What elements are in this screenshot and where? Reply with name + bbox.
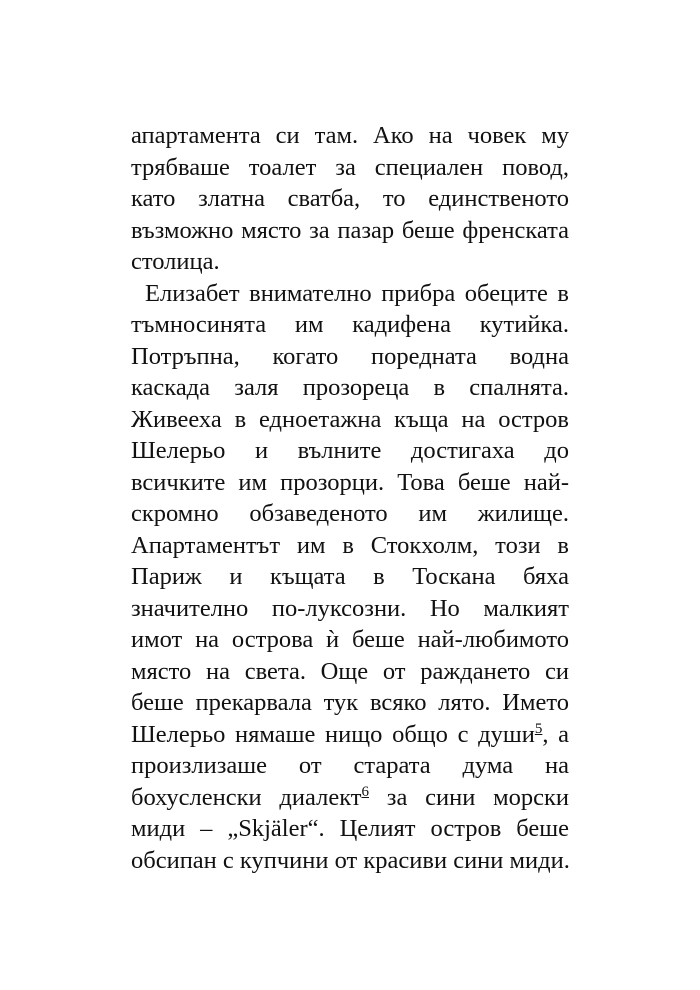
- paragraph-2: [131, 278, 569, 877]
- paragraph-1: [131, 120, 569, 278]
- text-line: Потръпна, когато поредната водна: [131, 342, 569, 370]
- footnote-ref-6[interactable]: 6: [361, 783, 369, 800]
- text-line: трябваше тоалет за специален повод,: [131, 153, 569, 181]
- footnote-ref-5[interactable]: 5: [534, 720, 543, 737]
- text-line: Апартаментът им в Стокхолм, този в: [131, 531, 569, 559]
- text-line: имот на острова ѝ беше най-любимото: [131, 626, 569, 653]
- text-line: Елизабет внимателно прибра обеците в: [145, 279, 569, 307]
- text-line: обсипан с купчини от красиви сини миди.: [131, 846, 570, 874]
- text-line: [131, 782, 569, 814]
- body-text: [131, 120, 569, 876]
- text-line: [131, 719, 569, 751]
- text-line: място на света. Още от раждането си: [131, 657, 569, 685]
- text-line: възможно място за пазар беше френската: [131, 216, 569, 244]
- text-line: Шелерьо и вълните достигаха до: [131, 437, 569, 464]
- text-line: каскада заля прозореца в спалнята.: [131, 374, 569, 401]
- text-line: миди – „Skjäler“. Целият остров беше: [131, 815, 569, 842]
- text-fragment: Шелерьо нямаше нищо общо с души: [131, 720, 535, 748]
- text-fragment: , а: [542, 720, 570, 748]
- text-line: Париж и къщата в Тоскана бяха: [131, 563, 569, 590]
- text-line: столица.: [131, 248, 220, 275]
- text-line: всичките им прозорци. Това беше най-: [131, 468, 569, 496]
- text-fragment: бохусленски диалект: [131, 783, 362, 811]
- text-line: Живееха в едноетажна къща на остров: [131, 405, 569, 433]
- text-line: скромно обзаведеното им жилище.: [131, 500, 569, 527]
- text-line: като златна сватба, то единственото: [131, 185, 569, 212]
- text-line: апартамента си там. Ако на човек му: [131, 122, 569, 149]
- text-line: беше прекарвала тук всяко лято. Името: [131, 689, 569, 716]
- text-line: значително по-луксозни. Но малкият: [131, 594, 569, 622]
- text-fragment: за сини морски: [369, 783, 570, 811]
- text-line: произлизаше от старата дума на: [131, 752, 569, 779]
- text-line: тъмносинята им кадифена кутийка.: [131, 311, 569, 338]
